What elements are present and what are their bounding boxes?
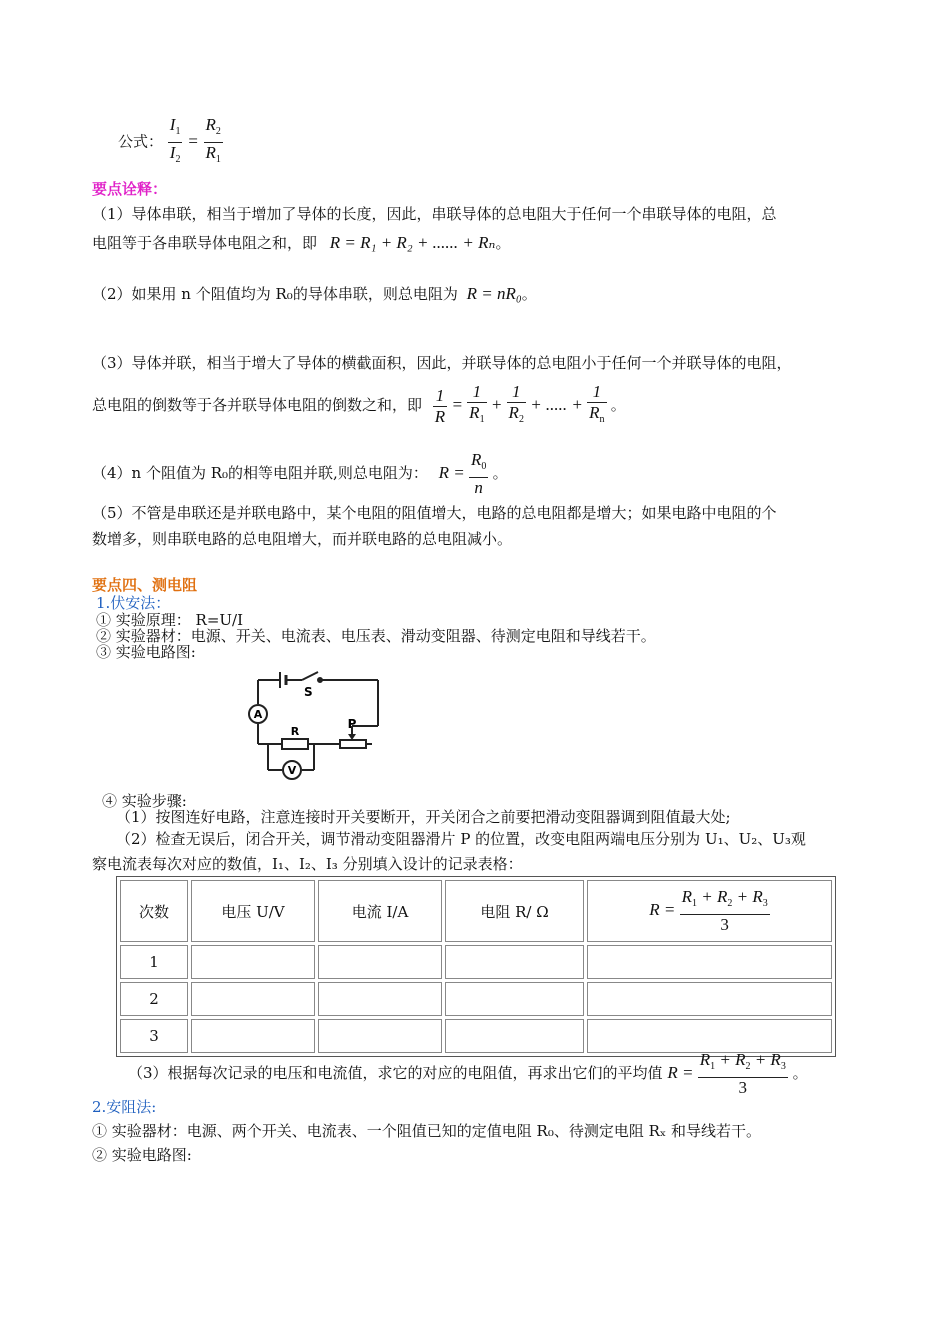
table-cell [318, 945, 442, 979]
parallel-formula: $\frac{1}{R}$ = $\frac{1}{R_1}$ + $\frac{1}{R_2}$ + ..... + $\frac{1}{R_n}$ [434, 382, 605, 426]
paragraph-3-line-1: （3）导体并联，相当于增大了导体的横截面积，因此，并联导体的总电阻小于任何一个并联导体的电阻， [92, 354, 792, 372]
method2-equipment: ① 实验器材：电源、两个开关、电流表、一个阻值已知的定值电阻 R₀、待测定电阻 Rₓ 和导线若干。 [92, 1122, 762, 1140]
formula-i-ratio: $\frac{I_1}{I_2}$ [169, 115, 181, 165]
rheostat-symbol [340, 740, 366, 748]
table-cell: 2 [120, 982, 188, 1016]
paragraph-5-line-1: （5）不管是串联还是并联电路中，某个电阻的阻值增大，电路的总电阻都是增大；如果电路中电阻的个 [92, 504, 777, 522]
step-1: （1）按图连好电路，注意连接时开关要断开，开关闭合之前要把滑动变阻器调到阻值最大处; [116, 808, 731, 826]
formula-line: 公式： $\frac{I_1}{I_2}$ = $\frac{R_2}{R_1}$ [118, 115, 223, 170]
paragraph-4: （4）n 个阻值为 R₀的相等电阻并联,则总电阻为： R = $\frac{R_0}{n}$ 。 [92, 450, 508, 497]
table-cell: 1 [120, 945, 188, 979]
table-cell [445, 1019, 584, 1053]
n-parallel-formula: R = $\frac{R_0}{n}$ [438, 450, 487, 497]
record-table [116, 876, 836, 1057]
table-row [120, 945, 832, 979]
voltmeter-label: V [287, 764, 297, 777]
table-cell [318, 1019, 442, 1053]
switch-label: S [304, 685, 313, 699]
table-row [120, 982, 832, 1016]
point4-heading: 要点四、测电阻 [92, 576, 198, 594]
step-2-line-1: （2）检查无误后，闭合开关，调节滑动变阻器滑片 P 的位置，改变电阻两端电压分别为 U₁、U₂、U₃观 [116, 830, 806, 848]
header-average-resistance: R = $\frac{R_1 + R_2 + R_3}{3}$ [587, 880, 832, 942]
paragraph-5-line-2: 数增多，则串联电路的总电阻增大，而并联电路的总电阻减小。 [92, 530, 513, 548]
average-formula: R = $\frac{R_1 + R_2 + R_3}{3}$ [667, 1050, 786, 1097]
formula-label: 公式： [118, 132, 164, 151]
method2-circuit-label: ② 实验电路图: [92, 1146, 192, 1164]
header-resistance: 电阻 R/ Ω [445, 880, 584, 942]
series-formula: R = R₁ + R₂ + ...... + Rₙ [329, 233, 496, 252]
paragraph-2: （2）如果用 n 个阻值均为 R₀的导体串联，则总电阻为 R = nR₀。 [92, 284, 537, 303]
table-cell [191, 1019, 315, 1053]
header-count: 次数 [120, 880, 188, 942]
paragraph-1-line-1: （1）导体串联，相当于增加了导体的长度，因此，串联导体的总电阻大于任何一个串联导体的电阻，总 [92, 205, 777, 223]
table-cell [587, 1019, 832, 1053]
paragraph-3-line-2: 总电阻的倒数等于各并联导体电阻的倒数之和，即 $\frac{1}{R}$ = $\frac{1}{R_1}$ + $\frac{1}{R_2}$ + ..... + $\frac{1}{R_n}$ 。 [92, 382, 626, 426]
section-heading: 要点诠释： [92, 180, 168, 198]
method1-principle: ① 实验原理： R=U/I [96, 611, 244, 629]
ammeter-label: A [253, 708, 263, 721]
header-voltage: 电压 U/V [191, 880, 315, 942]
resistor-label: R [290, 725, 300, 738]
table-header-row [120, 880, 832, 942]
switch-blade [302, 672, 318, 680]
step-3: （3）根据每次记录的电压和电流值，求它的对应的电阻值，再求出它们的平均值 R = $\frac{R_1 + R_2 + R_3}{3}$ 。 [128, 1050, 808, 1097]
table-cell [191, 982, 315, 1016]
table-row [120, 1019, 832, 1053]
method1-equipment: ② 实验器材：电源、开关、电流表、电压表、滑动变阻器、待测定电阻和导线若干。 [96, 627, 656, 645]
paragraph-1-line-2: 电阻等于各串联导体电阻之和，即 R = R₁ + R₂ + ...... + Rₙ。 [92, 233, 511, 252]
n-series-formula: R = nR₀ [466, 284, 522, 303]
table-cell [191, 945, 315, 979]
step-2-line-2: 察电流表每次对应的数值，I₁、I₂、I₃ 分别填入设计的记录表格： [92, 855, 523, 873]
method2-title: 2.安阻法: [92, 1098, 157, 1116]
table-cell [587, 982, 832, 1016]
formula-r-ratio: $\frac{R_2}{R_1}$ [205, 115, 221, 165]
table-cell [318, 982, 442, 1016]
method1-title: 1.伏安法： [96, 594, 171, 612]
method1-steps-label: ④ 实验步骤: [102, 792, 187, 810]
table-cell [445, 945, 584, 979]
resistor-symbol [282, 739, 308, 749]
method1-circuit-label: ③ 实验电路图: [96, 643, 196, 661]
header-current: 电流 I/A [318, 880, 442, 942]
slider-label: P [347, 717, 357, 731]
table-cell [587, 945, 832, 979]
voltammetry-circuit-diagram [240, 664, 390, 780]
table-cell [445, 982, 584, 1016]
table-cell: 3 [120, 1019, 188, 1053]
